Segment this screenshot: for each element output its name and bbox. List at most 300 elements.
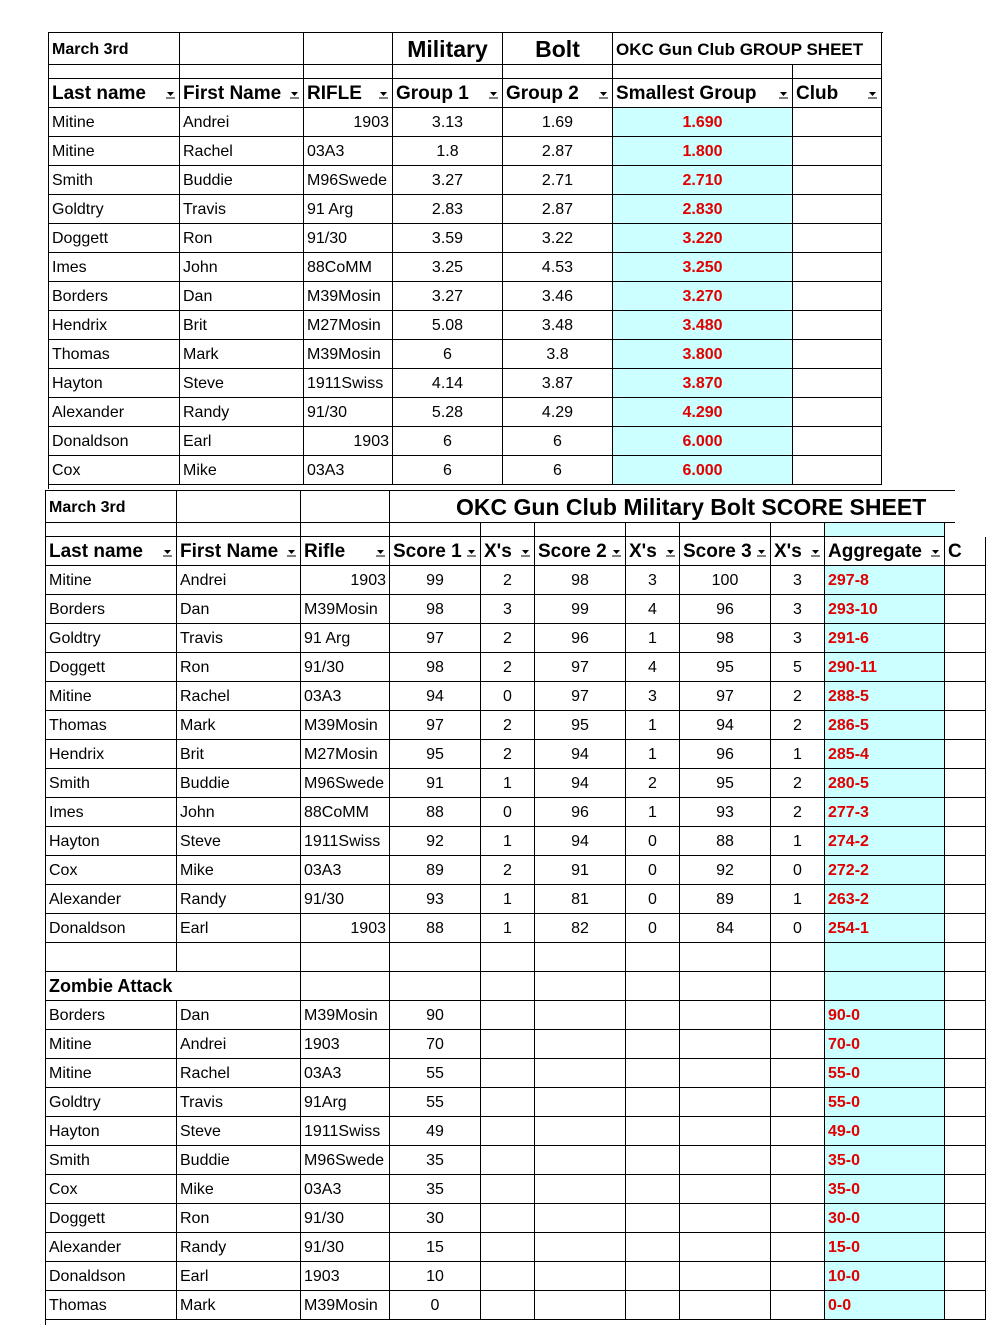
cell-score-3: 96 [680,595,771,624]
empty-cell [626,1088,680,1117]
empty-cell [535,1262,626,1291]
cell-group-2: 2.87 [503,137,613,166]
cell-rifle: M27Mosin [301,740,390,769]
cell-score-1: 91 [390,769,481,798]
cell-score-1: 95 [390,740,481,769]
empty-cell [945,1204,986,1233]
cell-last-name: Thomas [46,711,177,740]
sheet-date: March 3rd [46,491,177,523]
cell-club [793,195,882,224]
cell-rifle: M27Mosin [304,311,393,340]
column-header-group-1[interactable]: Group 1 [393,79,503,108]
cell-aggregate: 286-5 [825,711,945,740]
empty-cell [46,523,177,537]
cell-first-name: Travis [177,1088,301,1117]
cell-first-name: Ron [180,224,304,253]
cell-first-name: Travis [177,624,301,653]
column-header-aggregate[interactable]: Aggregate [825,537,945,566]
cell-score-2: 96 [535,798,626,827]
dropdown-arrow-icon[interactable] [756,546,767,557]
cell-aggregate: 293-10 [825,595,945,624]
cell-rifle: 91/30 [304,398,393,427]
cell-rifle: 91Arg [301,1088,390,1117]
cell-score-1: 93 [390,885,481,914]
empty-cell [945,798,986,827]
column-header-last-name[interactable]: Last name [46,537,177,566]
empty-cell [825,972,945,1001]
cell-last-name: Donaldson [46,1262,177,1291]
cell-last-name: Doggett [46,653,177,682]
cell-score: 30 [390,1204,481,1233]
empty-cell [503,65,613,79]
column-header-score-2[interactable]: Score 2 [535,537,626,566]
cell-xs-2: 0 [626,827,680,856]
dropdown-arrow-icon[interactable] [165,88,176,99]
dropdown-arrow-icon[interactable] [867,88,878,99]
column-header-c[interactable]: C [945,537,986,566]
dropdown-arrow-icon[interactable] [930,546,941,557]
empty-cell [535,1117,626,1146]
dropdown-arrow-icon[interactable] [162,546,173,557]
cell-last-name: Goldtry [46,1088,177,1117]
column-header-smallest-group[interactable]: Smallest Group [613,79,793,108]
empty-cell [626,1204,680,1233]
cell-rifle: 1903 [301,914,390,943]
cell-aggregate: 30-0 [825,1204,945,1233]
column-header-x-s[interactable]: X's [481,537,535,566]
cell-xs-1: 2 [481,566,535,595]
dropdown-arrow-icon[interactable] [289,88,300,99]
cell-last-name: Cox [49,456,180,485]
empty-cell [626,1291,680,1320]
empty-cell [771,1117,825,1146]
cell-rifle: 88CoMM [301,798,390,827]
cell-xs-2: 0 [626,856,680,885]
cell-group-2: 3.46 [503,282,613,311]
cell-aggregate: 49-0 [825,1117,945,1146]
cell-aggregate: 15-0 [825,1233,945,1262]
empty-cell [177,972,301,1001]
cell-first-name: Brit [177,740,301,769]
empty-cell [825,943,945,972]
cell-rifle: 88CoMM [304,253,393,282]
cell-rifle: 03A3 [304,456,393,485]
cell-rifle: M39Mosin [304,282,393,311]
cell-last-name: Cox [46,856,177,885]
cell-score-1: 98 [390,595,481,624]
cell-score-1: 97 [390,624,481,653]
empty-cell [945,711,986,740]
score-sheet-table [45,490,962,1325]
cell-score-3: 97 [680,682,771,711]
column-header-first-name[interactable]: First Name [180,79,304,108]
column-header-club[interactable]: Club [793,79,882,108]
cell-xs-3: 0 [771,914,825,943]
cell-group-1: 3.13 [393,108,503,137]
cell-xs-3: 3 [771,595,825,624]
empty-cell [481,1146,535,1175]
cell-score-1: 98 [390,653,481,682]
cell-aggregate: 254-1 [825,914,945,943]
empty-cell [481,1059,535,1088]
cell-first-name: Andrei [177,566,301,595]
cell-smallest-group: 3.270 [613,282,793,311]
cell-score: 49 [390,1117,481,1146]
empty-cell [626,1030,680,1059]
empty-cell [771,1291,825,1320]
cell-first-name: Mike [177,856,301,885]
cell-score-2: 96 [535,624,626,653]
empty-cell [390,523,481,537]
empty-cell [945,595,986,624]
cell-xs-3: 0 [771,856,825,885]
score-sheet-title: OKC Gun Club Military Bolt SCORE SHEET [390,491,955,523]
empty-cell [481,972,535,1001]
cell-first-name: Mark [177,711,301,740]
empty-cell [680,1030,771,1059]
cell-last-name: Imes [46,798,177,827]
cell-last-name: Mitine [46,1030,177,1059]
empty-cell [301,972,390,1001]
empty-cell [481,943,535,972]
cell-first-name: Rachel [180,137,304,166]
cell-score-1: 88 [390,914,481,943]
cell-xs-1: 2 [481,856,535,885]
dropdown-arrow-icon[interactable] [520,546,531,557]
empty-cell [613,65,793,79]
empty-cell [945,624,986,653]
cell-xs-2: 1 [626,740,680,769]
cell-aggregate: 290-11 [825,653,945,682]
cell-xs-1: 2 [481,624,535,653]
cell-last-name: Imes [49,253,180,282]
dropdown-arrow-icon[interactable] [598,88,609,99]
cell-aggregate: 55-0 [825,1088,945,1117]
cell-group-1: 5.08 [393,311,503,340]
empty-cell [945,1146,986,1175]
empty-cell [680,972,771,1001]
empty-cell [680,1059,771,1088]
cell-last-name: Borders [49,282,180,311]
cell-group-1: 3.59 [393,224,503,253]
column-header-first-name[interactable]: First Name [177,537,301,566]
column-header-x-s[interactable]: X's [771,537,825,566]
cell-first-name: Steve [180,369,304,398]
empty-cell [680,1146,771,1175]
cell-rifle: 03A3 [301,856,390,885]
cell-rifle: 1903 [301,1030,390,1059]
empty-cell [771,943,825,972]
cell-first-name: Brit [180,311,304,340]
cell-score: 70 [390,1030,481,1059]
empty-cell [301,491,390,523]
empty-cell [945,566,986,595]
cell-rifle: 03A3 [301,682,390,711]
cell-group-2: 3.48 [503,311,613,340]
empty-cell [945,682,986,711]
cell-smallest-group: 4.290 [613,398,793,427]
empty-cell [481,523,535,537]
cell-first-name: Steve [177,827,301,856]
empty-cell [177,491,301,523]
empty-cell [626,523,680,537]
cell-last-name: Hayton [49,369,180,398]
cell-last-name: Cox [46,1175,177,1204]
cell-rifle: M39Mosin [301,1001,390,1030]
dropdown-arrow-icon[interactable] [810,546,821,557]
cell-aggregate: 285-4 [825,740,945,769]
cell-last-name: Thomas [46,1291,177,1320]
cell-last-name: Smith [49,166,180,195]
zombie-attack-title: Zombie Attack [46,972,300,1001]
empty-cell [680,1233,771,1262]
empty-cell [825,523,945,537]
empty-cell [177,523,301,537]
cell-xs-1: 2 [481,711,535,740]
cell-group-2: 2.71 [503,166,613,195]
cell-score-1: 88 [390,798,481,827]
empty-cell [535,1146,626,1175]
cell-rifle: 1903 [304,427,393,456]
cell-rifle: M96Swede [301,1146,390,1175]
empty-cell [535,1291,626,1320]
cell-rifle: 03A3 [304,137,393,166]
empty-cell [945,1291,986,1320]
group-sheet-table [48,32,883,489]
cell-first-name: Mike [177,1175,301,1204]
cell-first-name: Steve [177,1117,301,1146]
cell-xs-2: 1 [626,798,680,827]
cell-xs-3: 2 [771,769,825,798]
column-header-group-2[interactable]: Group 2 [503,79,613,108]
cell-score-1: 97 [390,711,481,740]
empty-cell [535,1233,626,1262]
cell-score-3: 93 [680,798,771,827]
cell-score-3: 84 [680,914,771,943]
cell-first-name: Ron [177,653,301,682]
dropdown-arrow-icon[interactable] [778,88,789,99]
empty-cell [626,972,680,1001]
cell-group-1: 6 [393,427,503,456]
empty-cell [626,1175,680,1204]
empty-cell [390,972,481,1001]
cell-xs-1: 1 [481,827,535,856]
cell-last-name: Donaldson [49,427,180,456]
cell-xs-2: 1 [626,624,680,653]
empty-cell [535,1030,626,1059]
cell-first-name: Randy [177,885,301,914]
cell-first-name: Earl [180,427,304,456]
empty-cell [49,65,180,79]
empty-cell [945,1117,986,1146]
cell-group-2: 6 [503,456,613,485]
cell-xs-3: 1 [771,740,825,769]
cell-club [793,282,882,311]
cell-xs-1: 1 [481,914,535,943]
cell-first-name: Randy [177,1233,301,1262]
cell-score-2: 98 [535,566,626,595]
empty-cell [945,1030,986,1059]
title-military: Military [393,33,503,65]
cell-xs-2: 0 [626,914,680,943]
empty-cell [680,1291,771,1320]
cell-aggregate: 263-2 [825,885,945,914]
cell-score-3: 98 [680,624,771,653]
cell-score-3: 88 [680,827,771,856]
cell-group-1: 4.14 [393,369,503,398]
cell-smallest-group: 1.800 [613,137,793,166]
empty-cell [680,1001,771,1030]
empty-cell [180,33,304,65]
cell-score-1: 99 [390,566,481,595]
column-header-rifle[interactable]: RIFLE [304,79,393,108]
cell-rifle: 1903 [301,566,390,595]
cell-group-2: 1.69 [503,108,613,137]
dropdown-arrow-icon[interactable] [665,546,676,557]
empty-cell [771,1146,825,1175]
empty-cell [626,1262,680,1291]
empty-cell [301,523,390,537]
cell-smallest-group: 3.800 [613,340,793,369]
cell-club [793,340,882,369]
empty-cell [304,33,393,65]
cell-score-1: 94 [390,682,481,711]
empty-cell [771,1233,825,1262]
empty-cell [793,65,882,79]
cell-last-name: Mitine [46,566,177,595]
empty-cell [393,65,503,79]
cell-group-2: 3.22 [503,224,613,253]
empty-cell [771,972,825,1001]
cell-xs-1: 2 [481,740,535,769]
cell-last-name: Goldtry [49,195,180,224]
empty-cell [680,1262,771,1291]
cell-score-1: 89 [390,856,481,885]
cell-first-name: Buddie [180,166,304,195]
cell-score: 15 [390,1233,481,1262]
empty-cell [680,523,771,537]
cell-rifle: 91/30 [301,885,390,914]
cell-last-name: Mitine [49,137,180,166]
empty-cell [180,65,304,79]
cell-last-name: Borders [46,1001,177,1030]
cell-xs-2: 4 [626,595,680,624]
column-header-score-3[interactable]: Score 3 [680,537,771,566]
cell-smallest-group: 3.480 [613,311,793,340]
cell-rifle: 91/30 [301,1233,390,1262]
empty-cell [945,972,986,1001]
cell-smallest-group: 2.830 [613,195,793,224]
empty-cell [177,943,301,972]
cell-score-2: 95 [535,711,626,740]
column-header-x-s[interactable]: X's [626,537,680,566]
cell-score: 10 [390,1262,481,1291]
title-bolt: Bolt [503,33,613,65]
column-header-last-name[interactable]: Last name [49,79,180,108]
cell-xs-2: 0 [626,885,680,914]
cell-first-name: Mark [180,340,304,369]
empty-cell [481,1175,535,1204]
empty-cell [535,1088,626,1117]
cell-last-name: Hayton [46,1117,177,1146]
cell-last-name: Alexander [46,885,177,914]
empty-cell [626,1146,680,1175]
cell-first-name: Ron [177,1204,301,1233]
cell-rifle: 1911Swiss [304,369,393,398]
empty-cell [535,1204,626,1233]
empty-cell [945,856,986,885]
cell-club [793,456,882,485]
cell-score-2: 94 [535,827,626,856]
empty-cell [945,1175,986,1204]
cell-club [793,427,882,456]
cell-club [793,108,882,137]
cell-score-3: 92 [680,856,771,885]
cell-club [793,224,882,253]
column-header-rifle[interactable]: Rifle [301,537,390,566]
empty-cell [945,827,986,856]
empty-cell [535,972,626,1001]
dropdown-arrow-icon[interactable] [488,88,499,99]
cell-last-name: Hendrix [49,311,180,340]
cell-score-2: 94 [535,769,626,798]
empty-cell [680,1088,771,1117]
cell-xs-3: 2 [771,798,825,827]
cell-first-name: Mike [180,456,304,485]
dropdown-arrow-icon[interactable] [611,546,622,557]
cell-first-name: Earl [177,914,301,943]
cell-first-name: Dan [177,1001,301,1030]
cell-club [793,253,882,282]
cell-group-1: 1.8 [393,137,503,166]
dropdown-arrow-icon[interactable] [378,88,389,99]
cell-score-2: 97 [535,653,626,682]
empty-cell [771,1262,825,1291]
cell-score: 55 [390,1088,481,1117]
empty-cell [680,1204,771,1233]
column-header-score-1[interactable]: Score 1 [390,537,481,566]
cell-first-name: Dan [180,282,304,311]
sheet-date: March 3rd [49,33,180,65]
cell-rifle: 1911Swiss [301,827,390,856]
cell-first-name: Rachel [177,682,301,711]
cell-rifle: 1903 [301,1262,390,1291]
cell-group-1: 2.83 [393,195,503,224]
cell-rifle: 91 Arg [301,624,390,653]
cell-last-name: Mitine [46,1059,177,1088]
cell-rifle: 91 Arg [304,195,393,224]
cell-smallest-group: 1.690 [613,108,793,137]
empty-cell [626,943,680,972]
empty-cell [945,653,986,682]
empty-cell [771,523,825,537]
cell-smallest-group: 3.220 [613,224,793,253]
cell-aggregate: 274-2 [825,827,945,856]
group-sheet-title: OKC Gun Club GROUP SHEET [613,33,882,65]
cell-xs-1: 1 [481,769,535,798]
dropdown-arrow-icon[interactable] [466,546,477,557]
dropdown-arrow-icon[interactable] [286,546,297,557]
cell-group-1: 3.27 [393,166,503,195]
cell-aggregate: 90-0 [825,1001,945,1030]
cell-rifle: 91/30 [301,653,390,682]
empty-cell [481,1204,535,1233]
dropdown-arrow-icon[interactable] [375,546,386,557]
empty-cell [945,1059,986,1088]
empty-cell [481,1291,535,1320]
cell-last-name: Doggett [49,224,180,253]
cell-group-2: 2.87 [503,195,613,224]
